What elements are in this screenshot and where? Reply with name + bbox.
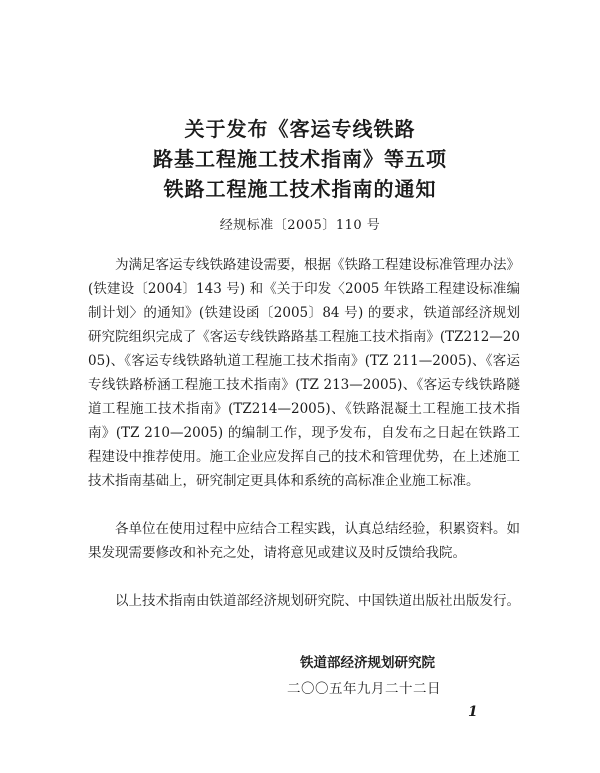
notice-title-line-2: 路基工程施工技术指南》等五项 xyxy=(153,147,447,171)
document-number: 经规标准〔2005〕110 号 xyxy=(219,218,381,233)
page-number: 1 xyxy=(468,704,478,720)
body-paragraph-2: 各单位在使用过程中应结合工程实践，认真总结经验，积累资料。如果发现需要修改和补充之处，请将意见或建议及时反馈给我院。 xyxy=(88,521,520,561)
notice-title-line-1: 关于发布《客运专线铁路 xyxy=(184,117,416,141)
notice-title-line-3: 铁路工程施工技术指南的通知 xyxy=(163,177,437,201)
signature-organization: 铁道部经济规划研究院 xyxy=(300,655,435,671)
body-paragraph-3: 以上技术指南由铁道部经济规划研究院、中国铁道出版社出版发行。 xyxy=(115,593,520,609)
signature-date: 二〇〇五年九月二十二日 xyxy=(287,681,441,697)
body-paragraph-1: 为满足客运专线铁路建设需要，根据《铁路工程建设标准管理办法》(铁建设〔2004〕143 号) 和《关于印发〈2005 年铁路工程建设标准编制计划〉的通知》(铁建设函〔2005〕84 号) 的要求，铁道部经济规划研究院组织完成了《客运专线铁路路基工程施工技术指南》(TZ212—2005)、《客运专线铁路轨道工程施工技术指南》(TZ 211—2005)、《客运专线铁路桥涵工程施工技术指南》(TZ 213—2005)、《客运专线铁路隧道工程施工技术指南》(TZ214—2005)、《铁路混凝土工程施工技术指南》(TZ 210—2005) 的编制工作，现予发布，自发布之日起在铁路工程建设中推荐使用。施工企业应发挥自己的技术和管理优势，在上述施工技术指南基础上，研究制定更具体和系统的高标准企业施工标准。 xyxy=(88,257,520,489)
